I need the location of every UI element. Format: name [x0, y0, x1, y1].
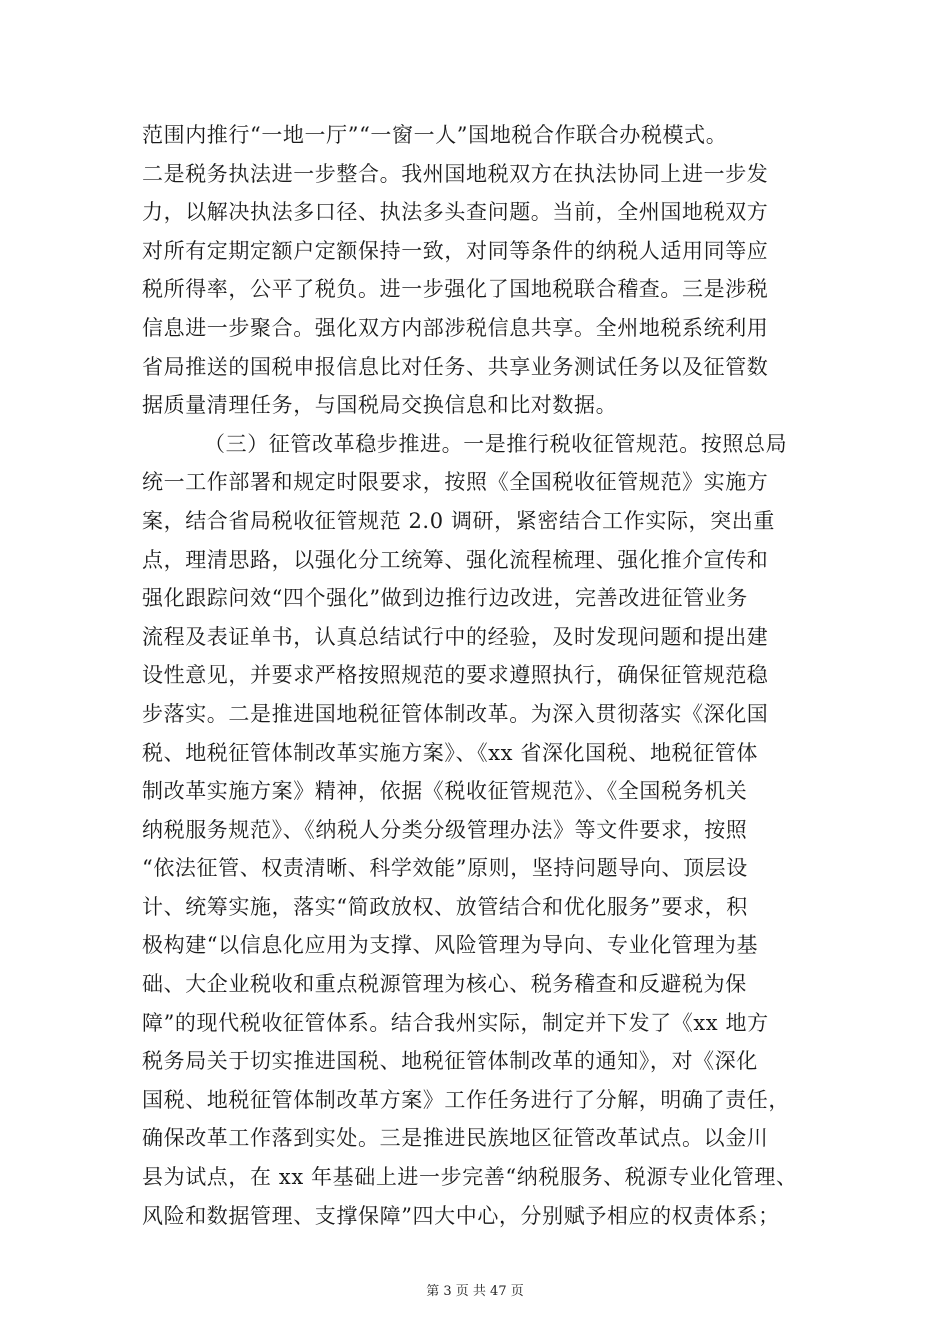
paragraph-first-line: （三）征管改革稳步推进。一是推行税收征管规范。按照总局	[204, 431, 788, 456]
text-line: 强化跟踪问效“四个强化”做到边推行边改进，完善改进征管业务	[142, 586, 748, 611]
text-line: 县为试点，在 xx 年基础上进一步完善“纳税服务、税源专业化管理、	[142, 1165, 798, 1190]
text-line: 范围内推行“一地一厅”“一窗一人”国地税合作联合办税模式。	[142, 123, 728, 147]
text-line: 点，理清思路，以强化分工统筹、强化流程梳理、强化推介宣传和	[142, 547, 769, 572]
text-line: 制改革实施方案》精神，依据《税收征管规范》、《全国税务机关	[142, 779, 748, 804]
text-line: 障”的现代税收征管体系。结合我州实际，制定并下发了《xx 地方	[142, 1010, 769, 1035]
text-line: 税务局关于切实推进国税、地税征管体制改革的通知》，对《深化	[142, 1049, 758, 1074]
text-line: 流程及表证单书，认真总结试行中的经验，及时发现问题和提出建	[142, 624, 769, 649]
text-line: 税所得率，公平了税负。进一步强化了国地税联合稽查。三是涉税	[142, 277, 769, 302]
text-line: 对所有定期定额户定额保持一致，对同等条件的纳税人适用同等应	[142, 238, 769, 263]
text-line: 纳税服务规范》、《纳税人分类分级管理办法》等文件要求，按照	[142, 817, 748, 842]
text-line: 础、大企业税收和重点税源管理为核心、税务稽查和反避税为保	[142, 972, 747, 997]
page-number: 第 3 页 共 47 页	[426, 1284, 524, 1299]
text-line: 极构建“以信息化应用为支撑、风险管理为导向、专业化管理为基	[142, 933, 759, 958]
text-line: 步落实。二是推进国地税征管体制改革。为深入贯彻落实《深化国	[142, 701, 769, 726]
text-line: 国税、地税征管体制改革方案》工作任务进行了分解，明确了责任，	[142, 1087, 790, 1112]
text-line: 案，结合省局税收征管规范 2.0 调研，紧密结合工作实际，突出重	[142, 508, 775, 533]
text-line: 风险和数据管理、支撑保障”四大中心，分别赋予相应的权责体系；	[142, 1203, 780, 1228]
body-text	[142, 116, 822, 1235]
text-line: 省局推送的国税申报信息比对任务、共享业务测试任务以及征管数	[142, 354, 769, 379]
text-line: 据质量清理任务，与国税局交换信息和比对数据。	[142, 393, 618, 418]
text-line: 税、地税征管体制改革实施方案》、《xx 省深化国税、地税征管体	[142, 740, 758, 765]
text-line: 设性意见，并要求严格按照规范的要求遵照执行，确保征管规范稳	[142, 663, 769, 688]
text-line: “依法征管、权责清晰、科学效能”原则，坚持问题导向、顶层设	[142, 856, 748, 881]
text-line: 二是税务执法进一步整合。我州国地税双方在执法协同上进一步发	[142, 161, 769, 186]
text-line: 统一工作部署和规定时限要求，按照《全国税收征管规范》实施方	[142, 470, 769, 495]
text-line: 计、统筹实施，落实“简政放权、放管结合和优化服务”要求，积	[142, 894, 748, 919]
text-line: 信息进一步聚合。强化双方内部涉税信息共享。全州地税系统利用	[142, 315, 769, 340]
page-footer	[0, 1280, 950, 1299]
text-line: 力，以解决执法多口径、执法多头查问题。当前，全州国地税双方	[142, 200, 769, 225]
text-line: 确保改革工作落到实处。三是推进民族地区征管改革试点。以金川	[142, 1126, 769, 1151]
